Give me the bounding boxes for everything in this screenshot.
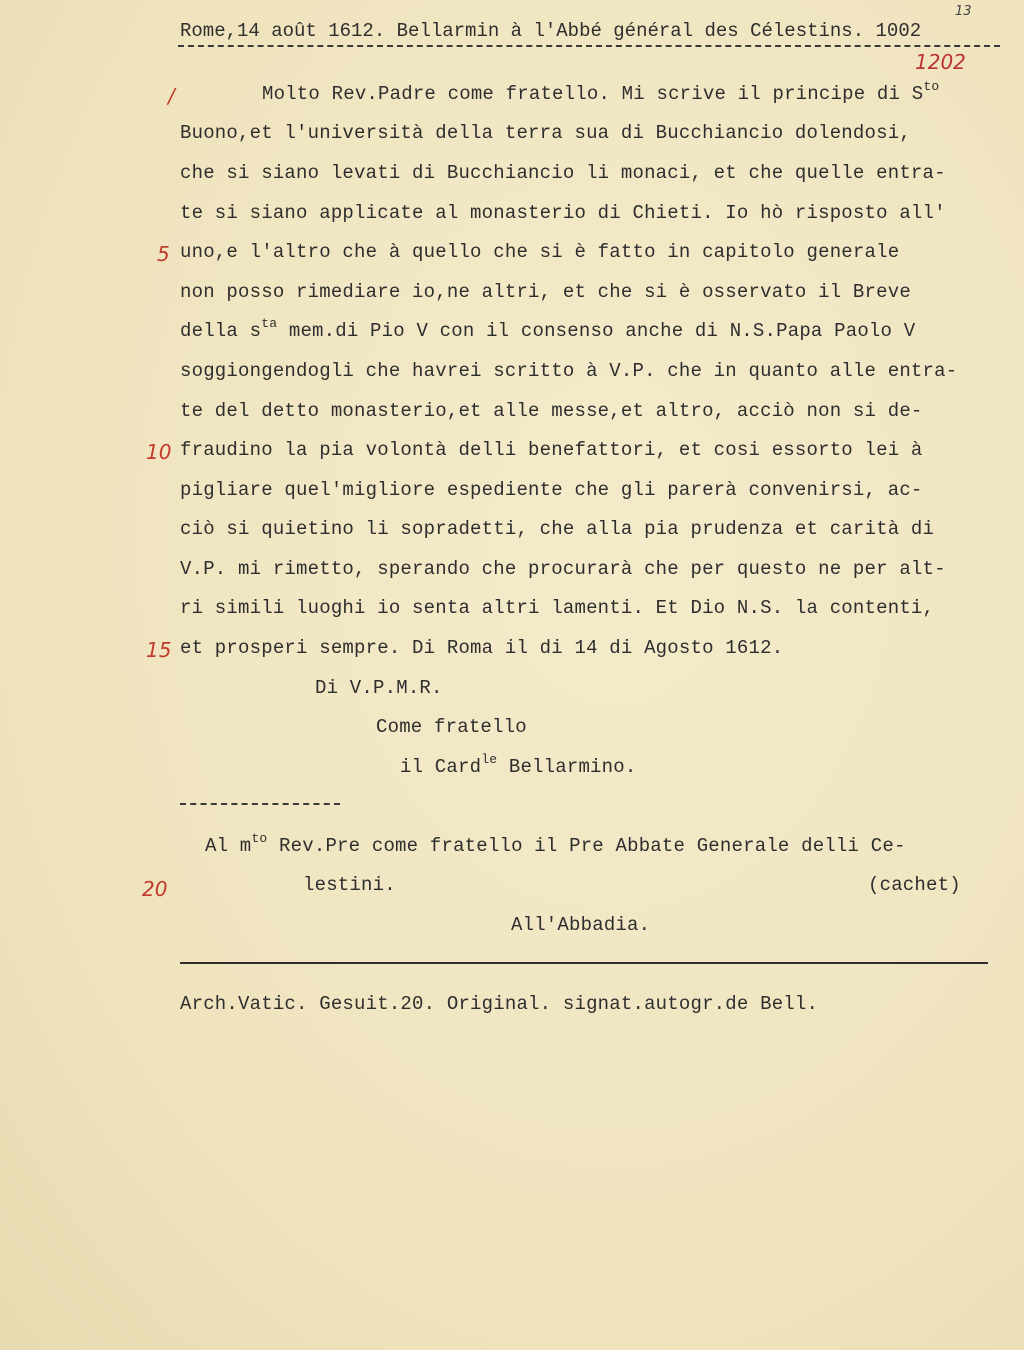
body-line: che si siano levati di Bucchiancio li monaci, et che quelle entra- bbox=[180, 162, 946, 184]
body-line: uno,e l'altro che à quello che si è fatto in capitolo generale bbox=[180, 241, 900, 263]
body-line: te del detto monasterio,et alle messe,et altro, acciò non si de- bbox=[180, 400, 923, 422]
margin-line-number: 15 bbox=[146, 638, 172, 662]
section-divider bbox=[180, 803, 340, 805]
body-line: pigliare quel'migliore espediente che gli parerà convenirsi, ac- bbox=[180, 479, 923, 501]
address-line: lestini. bbox=[303, 874, 396, 896]
header-divider bbox=[178, 45, 1000, 47]
body-line: ciò si quietino li sopradetti, che alla pia prudenza et carità di bbox=[180, 518, 935, 540]
folio-top-annotation: 13 bbox=[955, 4, 972, 19]
signature-line: il Card$^{le}$ Bellarmino. bbox=[400, 752, 637, 778]
footer-divider bbox=[180, 962, 988, 964]
body-line: Buono,et l'università della terra sua di Bucchiancio dolendosi, bbox=[180, 122, 911, 144]
address-line: Al $m^{to}$ Rev.Pre come fratello il Pre Abbate Generale delli Ce- bbox=[205, 831, 906, 857]
margin-line-number: 5 bbox=[157, 242, 170, 266]
folio-number: 1202 bbox=[915, 50, 966, 74]
document-header: Rome,14 août 1612. Bellarmin à l'Abbé général des Célestins. 1002 bbox=[180, 20, 922, 42]
body-line: Molto Rev.Padre come fratello. Mi scrive il principe di $S^{to}$ bbox=[262, 79, 940, 105]
margin-line-number: 20 bbox=[142, 877, 168, 901]
closing-line: Di V.P.M.R. bbox=[315, 677, 443, 699]
margin-line-number: 10 bbox=[146, 440, 172, 464]
body-line: ri simili luoghi io senta altri lamenti. Et Dio N.S. la contenti, bbox=[180, 597, 935, 619]
body-line: della $s^{ta}$ mem.di Pio V con il consenso anche di N.S.Papa Paolo V bbox=[180, 316, 916, 342]
closing-line: Come fratello bbox=[376, 716, 527, 738]
body-line: et prosperi sempre. Di Roma il di 14 di Agosto 1612. bbox=[180, 637, 784, 659]
margin-line-number: / bbox=[168, 84, 175, 108]
body-line: fraudino la pia volontà delli benefattori, et cosi essorto lei à bbox=[180, 439, 923, 461]
body-line: non posso rimediare io,ne altri, et che si è osservato il Breve bbox=[180, 281, 911, 303]
body-line: V.P. mi rimetto, sperando che procurarà che per questo ne per alt- bbox=[180, 558, 946, 580]
archive-citation: Arch.Vatic. Gesuit.20. Original. signat.autogr.de Bell. bbox=[180, 993, 819, 1015]
body-line: soggiongendogli che havrei scritto à V.P. che in quanto alle entra- bbox=[180, 360, 958, 382]
seal-note: (cachet) bbox=[868, 874, 961, 896]
address-line: All'Abbadia. bbox=[511, 914, 651, 936]
body-line: te si siano applicate al monasterio di Chieti. Io hò risposto all' bbox=[180, 202, 946, 224]
